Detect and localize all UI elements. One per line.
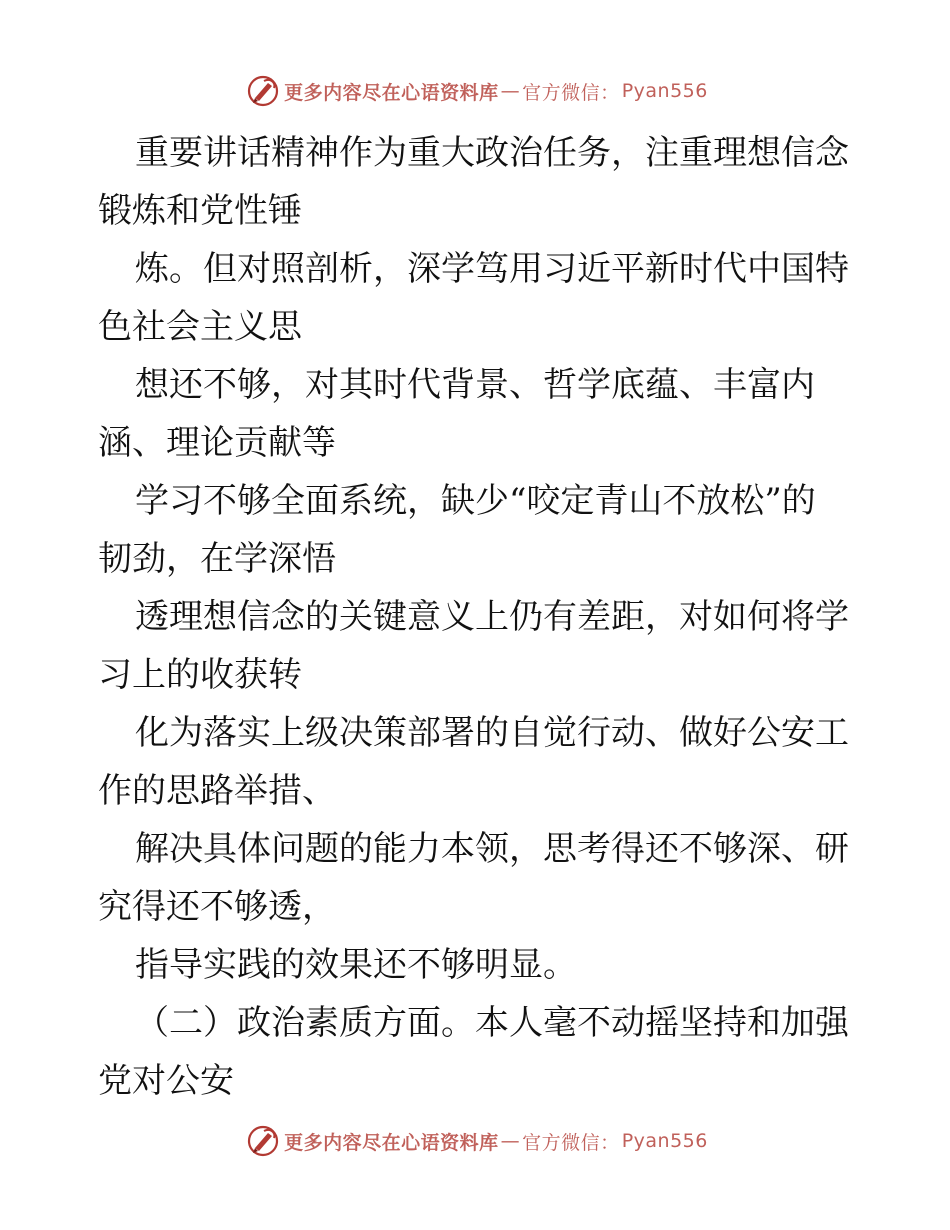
pen-logo-icon xyxy=(246,74,280,108)
paragraph-line: 学习不够全面系统，缺少“咬定青山不放松”的 xyxy=(135,481,816,521)
paragraph-line: 想还不够，对其时代背景、哲学底蕴、丰富内 xyxy=(135,365,815,405)
paragraph-line: 透理想信念的关键意义上仍有差距，对如何将学 xyxy=(135,597,849,637)
paragraph xyxy=(98,356,858,472)
paragraph-line: 重要讲话精神作为重大政治任务，注重理想信念 xyxy=(135,133,849,173)
paragraph xyxy=(98,240,858,356)
paragraph-line: 党对公安 xyxy=(98,1061,234,1101)
header-watermark xyxy=(0,71,950,111)
footer-watermark xyxy=(0,1121,950,1161)
paragraph xyxy=(98,994,858,1110)
paragraph-line: 色社会主义思 xyxy=(98,307,302,347)
paragraph-line: 涵、理论贡献等 xyxy=(98,423,336,463)
paragraph xyxy=(98,124,858,240)
document-body xyxy=(98,124,858,1110)
paragraph-line: 习上的收获转 xyxy=(98,655,302,695)
paragraph-line: （二）政治素质方面。本人毫不动摇坚持和加强 xyxy=(135,1003,849,1043)
paragraph-line: 指导实践的效果还不够明显。 xyxy=(135,945,577,985)
watermark-dash: — xyxy=(500,80,521,102)
paragraph xyxy=(98,936,858,994)
paragraph xyxy=(98,588,858,704)
paragraph xyxy=(98,472,858,588)
paragraph-line: 究得还不够透， xyxy=(98,887,336,927)
watermark-dash: — xyxy=(500,1130,521,1152)
watermark-label: 官方微信： xyxy=(522,81,620,104)
paragraph-line: 解决具体问题的能力本领，思考得还不够深、研 xyxy=(135,829,849,869)
paragraph-line: 炼。但对照剖析，深学笃用习近平新时代中国特 xyxy=(135,249,849,289)
paragraph-line: 作的思路举措、 xyxy=(98,771,336,811)
watermark-handle: Pyan556 xyxy=(621,1130,708,1152)
watermark-label: 官方微信： xyxy=(522,1131,620,1154)
paragraph-line: 化为落实上级决策部署的自觉行动、做好公安工 xyxy=(135,713,849,753)
pen-logo-icon xyxy=(246,1124,280,1158)
watermark-brand: 更多内容尽在心语资料库 xyxy=(284,81,499,104)
paragraph-line: 韧劲，在学深悟 xyxy=(98,539,336,579)
paragraph xyxy=(98,820,858,936)
watermark-brand: 更多内容尽在心语资料库 xyxy=(284,1131,499,1154)
paragraph-line: 锻炼和党性锤 xyxy=(98,191,302,231)
watermark-handle: Pyan556 xyxy=(621,80,708,102)
paragraph xyxy=(98,704,858,820)
